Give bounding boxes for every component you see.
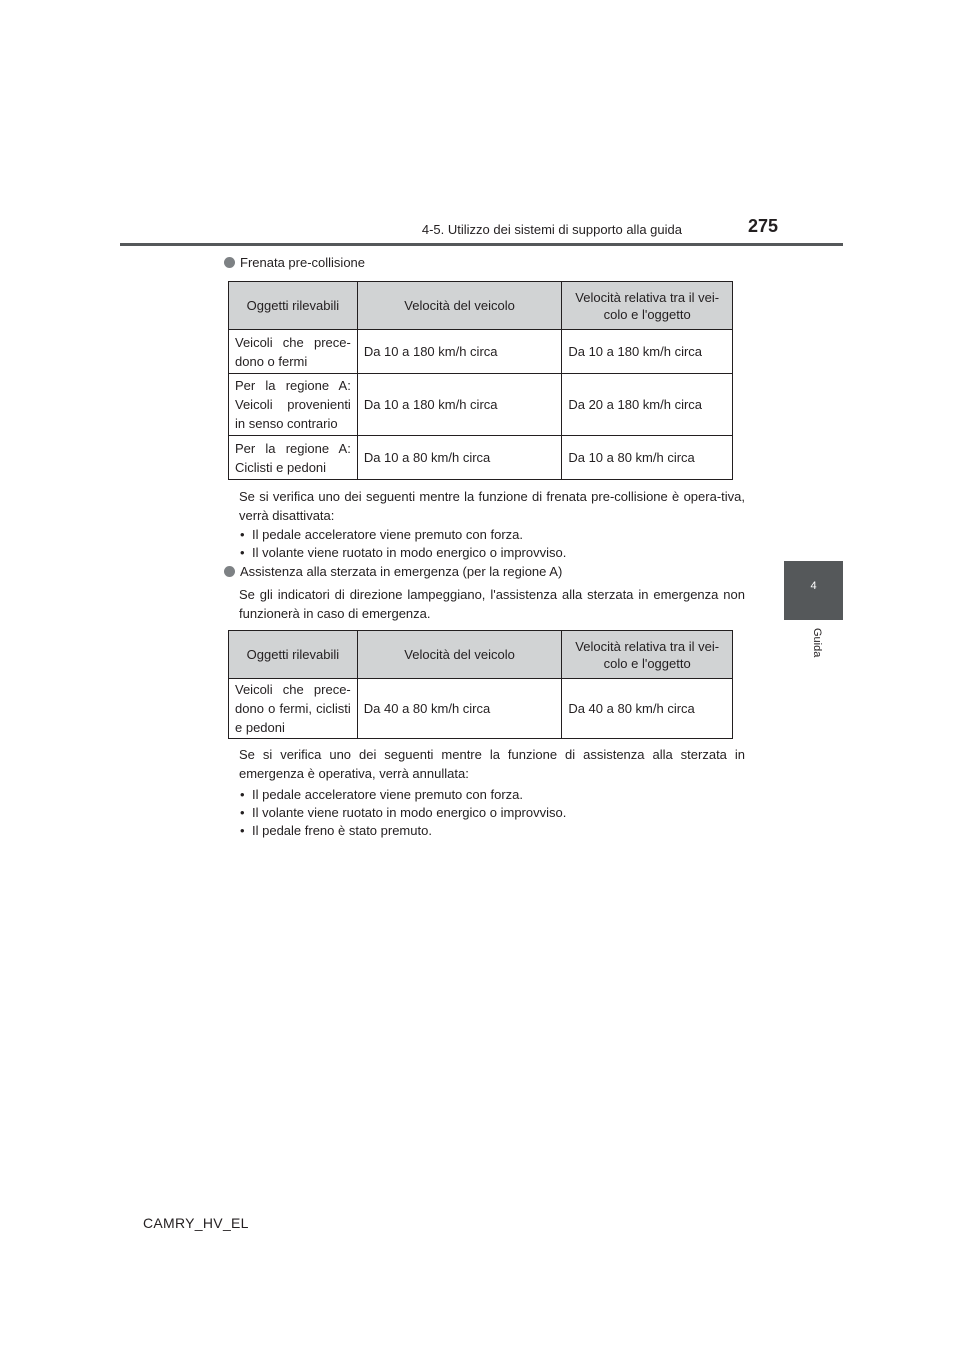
table-cell: Da 20 a 180 km/h circa (562, 374, 733, 436)
section-heading-label: Frenata pre-collisione (240, 255, 366, 270)
table-cell: Veicoli che prece-dono o fermi (229, 330, 358, 374)
pre-collision-table (228, 281, 733, 480)
list-item: • Il volante viene ruotato in modo energico o improvviso. (239, 804, 745, 822)
chapter-label: Guida (811, 628, 823, 658)
bullet-circle-icon (224, 566, 235, 577)
emergency-steering-table (228, 630, 733, 739)
bullet-circle-icon (224, 257, 235, 268)
page-number: 275 (747, 216, 778, 236)
table-cell: Da 10 a 180 km/h circa (357, 330, 562, 374)
pre-collision-note: Se si verifica uno dei seguenti mentre la funzione di frenata pre-collisione è opera-tiva, verrà disattivata: (239, 489, 745, 523)
list-item: • Il pedale freno è stato premuto. (239, 822, 745, 840)
table-cell: Da 40 a 80 km/h circa (562, 679, 733, 739)
emergency-steering-note: Se si verifica uno dei seguenti mentre la funzione di assistenza alla sterzata in emergenza è operativa, verrà annullata: (239, 747, 745, 781)
table-cell: Da 10 a 80 km/h circa (562, 436, 733, 480)
section-heading-label: Assistenza alla sterzata in emergenza (per la regione A) (240, 564, 563, 579)
list-item: • Il pedale acceleratore viene premuto con forza. (239, 786, 745, 804)
table-header-cell: Velocità relativa tra il vei-colo e l'oggetto (562, 631, 733, 679)
table-row (229, 679, 733, 739)
table-header-row (229, 282, 733, 330)
table-header-cell: Velocità relativa tra il vei-colo e l'oggetto (562, 282, 733, 330)
table-cell: Da 10 a 180 km/h circa (562, 330, 733, 374)
table-cell: Per la regione A: Ciclisti e pedoni (229, 436, 358, 480)
table-row (229, 374, 733, 436)
table-cell: Veicoli che prece-dono o fermi, ciclisti e pedoni (229, 679, 358, 739)
header-section-title: 4-5. Utilizzo dei sistemi di supporto alla guida (421, 222, 682, 237)
chapter-tab (784, 561, 843, 620)
table-header-cell: Oggetti rilevabili (229, 282, 358, 330)
table-row (229, 436, 733, 480)
pre-collision-list (239, 526, 745, 562)
section-heading-emergency-steering (224, 564, 562, 579)
list-item: • Il volante viene ruotato in modo energico o improvviso. (239, 544, 745, 562)
table-row (229, 330, 733, 374)
chapter-number: 4 (810, 580, 817, 592)
footer-doc-code: CAMRY_HV_EL (143, 1215, 249, 1231)
table-header-cell: Velocità del veicolo (357, 282, 562, 330)
table-cell: Da 40 a 80 km/h circa (357, 679, 562, 739)
list-item: • Il pedale acceleratore viene premuto con forza. (239, 526, 745, 544)
emergency-steering-intro: Se gli indicatori di direzione lampeggiano, l'assistenza alla sterzata in emergenza non funzionerà in caso di emergenza. (239, 587, 745, 621)
table-header-cell: Oggetti rilevabili (229, 631, 358, 679)
table-header-row (229, 631, 733, 679)
emergency-steering-list (239, 786, 745, 840)
table-cell: Da 10 a 180 km/h circa (357, 374, 562, 436)
table-cell: Da 10 a 80 km/h circa (357, 436, 562, 480)
table-header-cell: Velocità del veicolo (357, 631, 562, 679)
section-heading-pre-collision (224, 255, 365, 270)
header-rule (120, 243, 843, 246)
table-cell: Per la regione A: Veicoli provenienti in senso contrario (229, 374, 358, 436)
